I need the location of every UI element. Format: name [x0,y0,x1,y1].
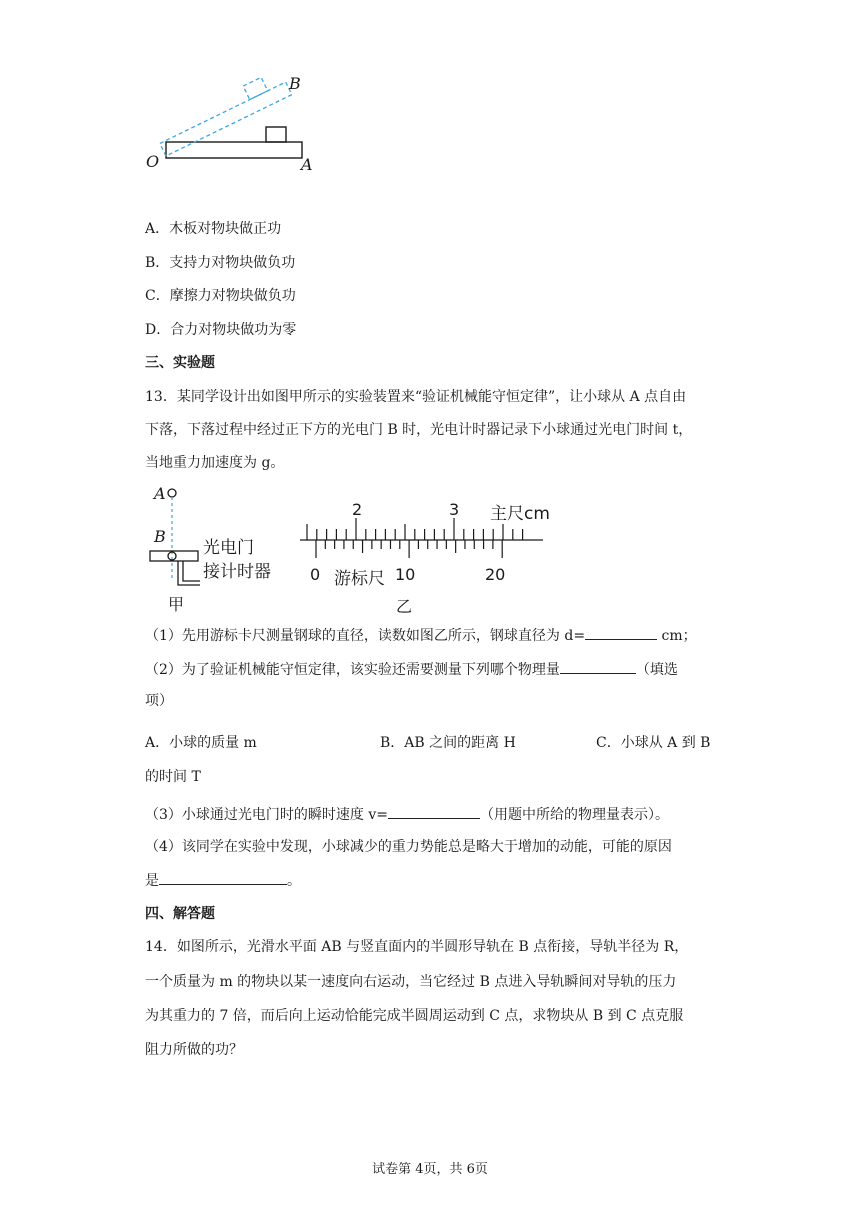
vernier-label: 游标尺 [334,569,385,589]
gate-label-1: 光电门 [203,538,254,558]
q13-sub2: （2）为了验证机械能守恒定律，该实验还需要测量下列哪个物理量 （填选 [145,659,678,680]
q14-line2: 一个质量为 m 的物块以某一速度向右运动，当它经过 B 点进入导轨瞬间对导轨的压力 [145,974,677,990]
answer-blank-reason[interactable] [159,870,287,885]
q13-sub2-line2: 项） [145,693,173,709]
board [166,142,302,158]
section-4-heading: 四、解答题 [145,906,215,922]
q12-option-a: A．木板对物块做正功 [145,221,282,237]
q13-option-a: A．小球的质量 m [145,735,257,751]
jia-label-b: B [154,527,166,546]
answer-blank-velocity[interactable] [388,804,480,819]
q14-line3: 为其重力的 7 倍，而后向上运动恰能完成半圆周运动到 C 点，求物块从 B 到 C 点克服 [145,1008,684,1024]
vernier-10: 10 [395,565,416,584]
vernier-20: 20 [485,565,506,584]
page-footer: 试卷第 4页，共 6页 [372,1162,488,1177]
jia-caption: 甲 [168,595,185,614]
gate-cable [183,561,200,581]
main-tick-2: 2 [352,500,363,519]
q13-line3: 当地重力加速度为 g。 [145,455,285,471]
q13-option-c: C．小球从 A 到 B [596,735,711,751]
answer-blank-quantity[interactable] [560,659,636,674]
ball-at-a [168,489,176,497]
q14-line4: 阻力所做的功？ [145,1042,243,1058]
q12-option-c: C．摩擦力对物块做负功 [145,288,296,304]
tilted-board-dashed [153,69,292,156]
label-o: O [146,152,160,171]
q13-sub4-line1: （4）该同学在实验中发现，小球减少的重力势能总是略大于增加的动能，可能的原因 [145,839,672,855]
q13-sub4-line2: 是 。 [145,870,301,891]
section-3-heading: 三、实验题 [145,355,215,371]
main-scale-label: 主尺cm [490,504,550,524]
vernier-0: 0 [310,565,321,584]
q12-option-d: D．合力对物块做功为零 [145,322,297,338]
answer-blank-d[interactable] [585,625,657,640]
gate-label-2: 接计时器 [203,562,271,582]
q13-line2: 下落，下落过程中经过正下方的光电门 B 时，光电计时器记录下小球通过光电门时间 t， [145,422,693,438]
q13-sub1: （1）先用游标卡尺测量钢球的直径，读数如图乙所示，钢球直径为 d= cm； [145,625,697,646]
q13-line1: 13．某同学设计出如图甲所示的实验装置来“验证机械能守恒定律”，让小球从 A 点自由 [145,389,687,405]
q12-option-b: B．支持力对物块做负功 [145,255,296,271]
q13-option-c-cont: 的时间 T [145,769,201,785]
q13-option-b: B．AB 之间的距离 H [380,735,516,751]
block [266,127,286,142]
label-b: B [289,74,301,93]
vernier-scale-ticks [316,540,502,558]
q13-sub3: （3）小球通过光电门时的瞬时速度 v= （用题中所给的物理量表示）。 [145,804,669,825]
yi-caption: 乙 [396,597,413,616]
label-a: A [301,155,313,174]
q14-line1: 14．如图所示，光滑水平面 AB 与竖直面内的半圆形导轨在 B 点衔接，导轨半径为 R， [145,939,689,955]
jia-label-a: A [154,484,166,503]
main-tick-3: 3 [449,500,460,519]
